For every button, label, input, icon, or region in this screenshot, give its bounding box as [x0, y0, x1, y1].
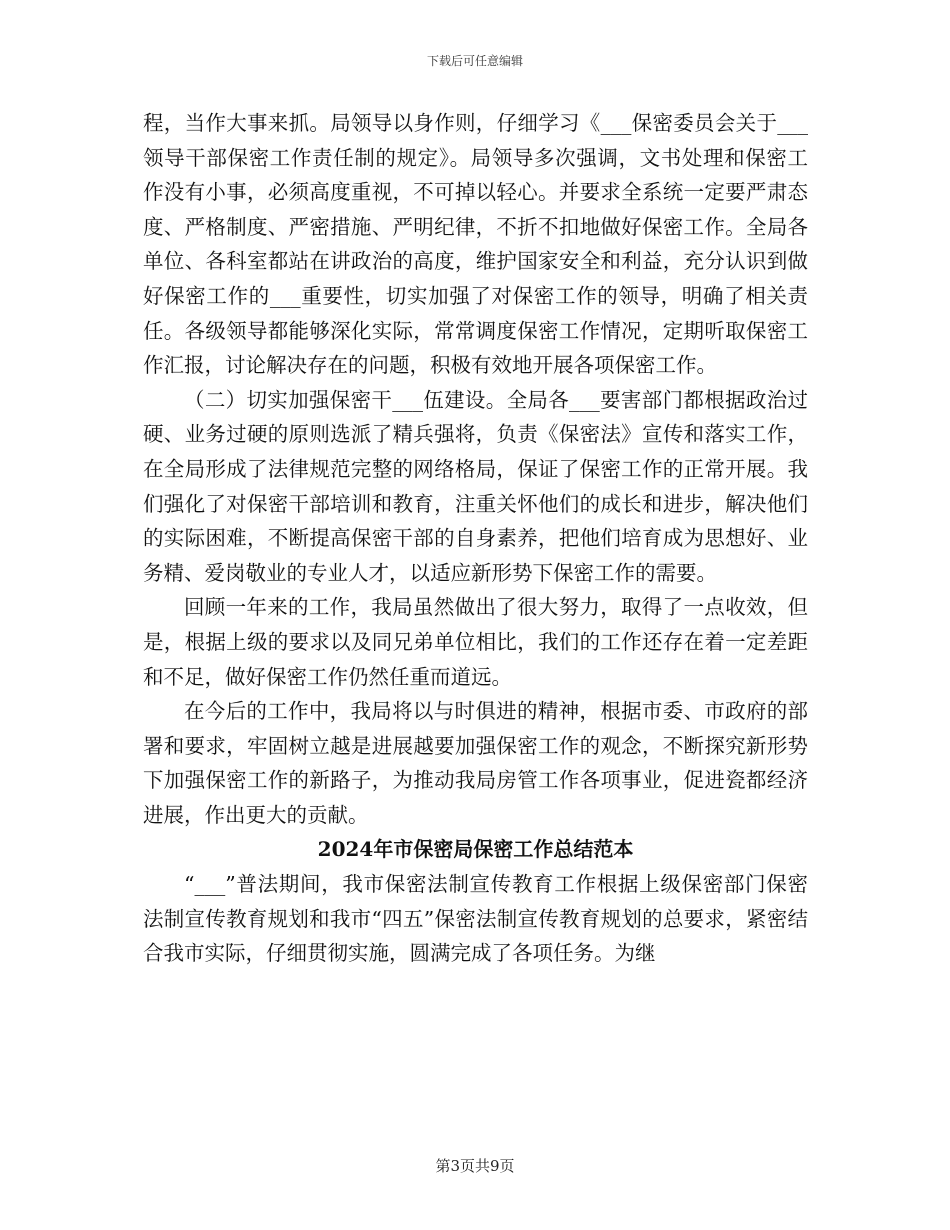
document-body [143, 106, 808, 971]
paragraph-future: 在今后的工作中，我局将以与时俱进的精神，根据市委、市政府的部署和要求，牢固树立越是进展越要加强保密工作的观念，不断探究新形势下加强保密工作的新路子，为推动我局房管工作各项事业，促进瓷都经济进展，作出更大的贡献。 [143, 699, 808, 827]
page-header: 下载后可任意编辑 [426, 54, 523, 68]
paragraph-review: 回顾一年来的工作，我局虽然做出了很大努力，取得了一点收效，但是，根据上级的要求以及同兄弟单位相比，我们的工作还存在着一定差距和不足，做好保密工作仍然任重而道远。 [143, 595, 808, 689]
paragraph-continued: 程，当作大事来抓。局领导以身作则，仔细学习《___保密委员会关于___领导干部保密工作责任制的规定》。局领导多次强调，文书处理和保密工作没有小事，必须高度重视，不可掉以轻心。并要求全系统一定要严肃态度、严格制度、严密措施、严明纪律，不折不扣地做好保密工作。全局各单位、各科室都站在讲政治的高度，维护国家安全和利益，充分认识到做好保密工作的___重要性，切实加强了对保密工作的领导，明确了相关责任。各级领导都能够深化实际，常常调度保密工作情况，定期听取保密工作汇报，讨论解决存在的问题，积极有效地开展各项保密工作。 [143, 111, 808, 378]
section-title: 2024年市保密局保密工作总结范本 [317, 837, 634, 862]
page-footer: 第3页共9页 [435, 1157, 515, 1175]
paragraph-section-intro: “___”普法期间，我市保密法制宣传教育工作根据上级保密部门保密法制宣传教育规划和我市“四五”保密法制宣传教育规划的总要求，紧密结合我市实际，仔细贯彻实施，圆满完成了各项任务。为继 [143, 872, 808, 966]
paragraph-team-building: （二）切实加强保密干___伍建设。全局各___要害部门都根据政治过硬、业务过硬的原则选派了精兵强将，负责《保密法》宣传和落实工作，在全局形成了法律规范完整的网络格局，保证了保密工作的正常开展。我们强化了对保密干部培训和教育，注重关怀他们的成长和进步，解决他们的实际困难，不断提高保密干部的自身素养，把他们培育成为思想好、业务精、爱岗敬业的专业人才，以适应新形势下保密工作的需要。 [143, 387, 808, 585]
